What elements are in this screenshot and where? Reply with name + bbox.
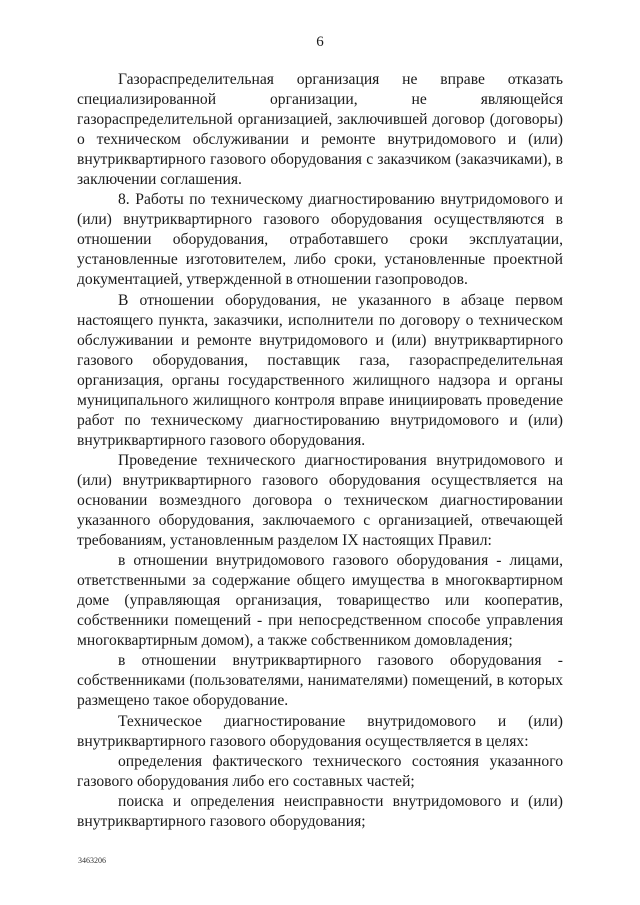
paragraph: 8. Работы по техническому диагностированию внутридомового и (или) внутриквартирного газового оборудования осуществляются в отношении оборудования, отработавшего сроки эксплуатации, установленные изготовителем, либо сроки, установленные проектной документацией, утвержденной в отношении газопроводов. xyxy=(77,191,563,289)
paragraph: в отношении внутриквартирного газового оборудования - собственниками (пользователями, нанимателями) помещений, в которых размещено такое оборудование. xyxy=(77,652,563,710)
paragraph: Газораспределительная организация не вправе отказать специализированной организации, не являющейся газораспределительной организацией, заключившей договор (договоры) о техническом обслуживании и ремонте внутридомового и (или) внутриквартирного газового оборудования с заказчиком (заказчиками), в заключении соглашения. xyxy=(77,71,563,189)
document-code: 3463206 xyxy=(78,856,106,865)
document-body xyxy=(77,70,563,832)
page-number: 6 xyxy=(316,34,324,50)
paragraph: В отношении оборудования, не указанного в абзаце первом настоящего пункта, заказчики, исполнители по договору о техническом обслуживании и ремонте внутридомового и (или) внутриквартирного газового оборудования, поставщик газа, газораспределительная организация, органы государственного жилищного надзора и органы муниципального жилищного контроля вправе инициировать проведение работ по техническому диагностированию внутридомового и (или) внутриквартирного газового оборудования. xyxy=(77,291,563,449)
paragraph: определения фактического технического состояния указанного газового оборудования либо его составных частей; xyxy=(77,752,563,790)
paragraph: поиска и определения неисправности внутридомового и (или) внутриквартирного газового оборудования; xyxy=(77,792,563,830)
paragraph: Техническое диагностирование внутридомового и (или) внутриквартирного газового оборудования осуществляется в целях: xyxy=(77,712,563,750)
paragraph: Проведение технического диагностирования внутридомового и (или) внутриквартирного газового оборудования осуществляется на основании возмездного договора о техническом диагностировании указанного оборудования, заключаемого с организацией, отвечающей требованиям, установленным разделом IX настоящих Правил: xyxy=(77,451,563,550)
paragraph: в отношении внутридомового газового оборудования - лицами, ответственными за содержание общего имущества в многоквартирном доме (управляющая организация, товарищество или кооператив, собственники помещений - при непосредственном способе управления многоквартирным домом), а также собственником домовладения; xyxy=(77,552,563,650)
